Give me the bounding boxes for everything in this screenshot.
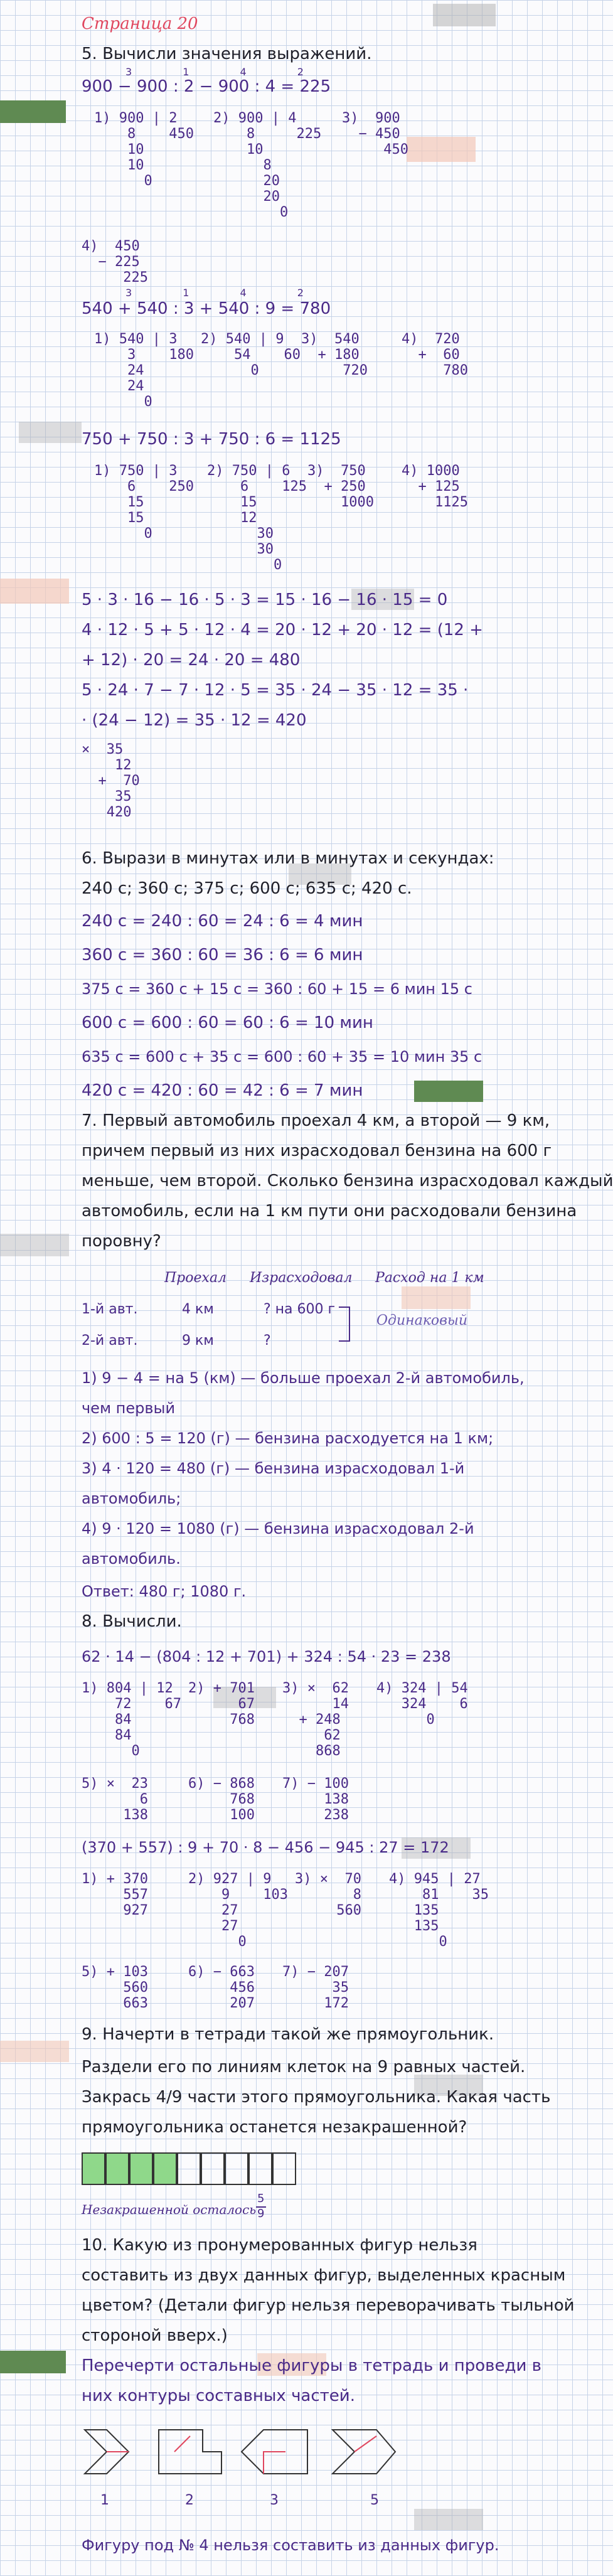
same-rate-label: Одинаковый [376, 1313, 468, 1328]
empty-cell [248, 2152, 272, 2185]
expression: 62 · 14 − (804 : 12 + 701) + 324 : 54 · 23 = 238 [82, 1648, 451, 1665]
table-cell: 1-й авт. [82, 1301, 138, 1317]
solution-line: 1) 9 − 4 = на 5 (км) — больше проехал 2-й автомобиль, [82, 1369, 525, 1387]
order-marks: 3 1 4 2 [125, 66, 328, 78]
task6-list: 240 с; 360 с; 375 с; 600 с; 635 с; 420 с. [82, 879, 412, 898]
watermark-badge [414, 2509, 483, 2530]
column-division: 2) 750 | 6 6 125 15 12 30 30 0 [207, 463, 307, 573]
column-subtraction: 4) 450 − 225 225 [82, 238, 148, 286]
fraction-numerator: 5 [257, 2192, 265, 2205]
table-header: Проехал [164, 1270, 227, 1286]
task9-text: Раздели его по линиям клеток на 9 равных частей. [82, 2058, 526, 2076]
conversion-line: 375 с = 360 с + 15 с = 360 : 60 + 15 = 6 мин 15 с [82, 980, 472, 998]
column-addition: 5) + 103 560 663 [82, 1964, 148, 2011]
expression: 750 + 750 : 3 + 750 : 6 = 1125 [82, 430, 341, 449]
table-cell: 9 км [182, 1333, 214, 1349]
task10-instruction: них контуры составных частей. [82, 2386, 355, 2405]
column-addition: 1) + 370 557 927 [82, 1871, 148, 1918]
column-division: 1) 804 | 12 72 67 84 84 0 [82, 1681, 181, 1759]
watermark-blob [407, 137, 476, 162]
expression-line: · (24 − 12) = 35 · 12 = 420 [82, 711, 307, 730]
figure-2 [156, 2424, 225, 2482]
conversion-line: 360 с = 360 : 60 = 36 : 6 = 6 мин [82, 946, 363, 965]
expression-line: 4 · 12 · 5 + 5 · 12 · 4 = 20 · 12 + 20 · 12 = (12 + [82, 621, 483, 639]
figure-1 [82, 2424, 151, 2482]
task9-text: прямоугольника останется незакрашенной? [82, 2118, 467, 2137]
column-addition: 2) + 701 67 768 [188, 1681, 255, 1728]
column-division: 1) 900 | 2 8 450 10 10 0 [94, 110, 194, 189]
column-subtraction: 7) − 100 138 238 [282, 1776, 349, 1823]
column-division: 1) 540 | 3 3 180 24 24 0 [94, 331, 194, 410]
filled-cell [129, 2152, 153, 2185]
solution-line: 2) 600 : 5 = 120 (г) — бензина расходуется на 1 км; [82, 1430, 494, 1447]
conversion-line: 240 с = 240 : 60 = 24 : 6 = 4 мин [82, 912, 363, 931]
watermark-badge [433, 4, 496, 26]
expression-line: + 12) · 20 = 24 · 20 = 480 [82, 651, 301, 670]
filled-cell [105, 2152, 129, 2185]
ad-stripe [0, 2351, 66, 2373]
solution-line: автомобиль. [82, 1550, 181, 1568]
watermark-blob [0, 579, 69, 604]
watermark-badge [19, 422, 82, 443]
figure-5 [329, 2424, 398, 2482]
expression-line: 5 · 24 · 7 − 7 · 12 · 5 = 35 · 24 − 35 · 12 = 35 · [82, 681, 469, 700]
column-subtraction: 3) 900 − 450 450 [342, 110, 408, 158]
fraction-denominator: 9 [257, 2207, 265, 2220]
watermark-badge [0, 1234, 69, 1256]
column-subtraction: 6) − 663 456 207 [188, 1964, 255, 2011]
rectangle-9-parts [82, 2152, 296, 2185]
task7-heading: меньше, чем второй. Сколько бензина израсходовал каждый [82, 1172, 613, 1190]
column-multiplication: × 35 12 + 70 35 420 [82, 742, 140, 820]
task7-heading: причем первый из них израсходовал бензина на 600 г [82, 1141, 552, 1160]
column-division: 4) 945 | 27 81 35 135 135 0 [389, 1871, 489, 1950]
ad-stripe [0, 100, 66, 123]
conversion-line: 635 с = 600 с + 35 с = 600 : 60 + 35 = 10 мин 35 с [82, 1048, 482, 1066]
column-multiplication: 3) × 70 8 560 [295, 1871, 361, 1918]
task8-heading: 8. Вычисли. [82, 1612, 182, 1631]
task10-heading: 10. Какую из пронумерованных фигур нельзя [82, 2236, 477, 2255]
task10-heading: цветом? (Детали фигур нельзя переворачивать тыльной [82, 2296, 575, 2315]
column-subtraction: 6) − 868 768 100 [188, 1776, 255, 1823]
task10-heading: стороной вверх.) [82, 2326, 228, 2345]
figure-3 [238, 2424, 314, 2482]
watermark-blob [402, 1286, 471, 1309]
filled-cell [82, 2152, 105, 2185]
figure-number: 5 [370, 2493, 379, 2508]
expression: 540 + 540 : 3 + 540 : 9 = 780 [82, 299, 331, 318]
column-multiplication: 3) × 62 14 + 248 62 868 [282, 1681, 349, 1759]
filled-cell [153, 2152, 177, 2185]
task7-heading: поровну? [82, 1232, 161, 1251]
figure-number: 1 [100, 2493, 109, 2508]
column-addition: 3) 540 + 180 720 [301, 331, 368, 378]
table-cell: 2-й авт. [82, 1333, 138, 1349]
task7-heading: автомобиль, если на 1 км пути они расходовали бензина [82, 1202, 577, 1221]
answer-label: Незакрашенной осталось [82, 2202, 257, 2217]
column-division: 2) 900 | 4 8 225 10 8 20 20 0 [213, 110, 322, 220]
task10-instruction: Перечерти остальные фигуры в тетрадь и проведи в [82, 2356, 541, 2375]
table-cell: ? на 600 г [264, 1301, 336, 1317]
column-multiplication: 5) × 23 6 138 [82, 1776, 148, 1823]
table-cell: ? [264, 1333, 271, 1349]
column-division: 2) 540 | 9 54 60 0 [201, 331, 301, 378]
figure-number: 3 [270, 2493, 279, 2508]
empty-cell [177, 2152, 201, 2185]
solution-line: 4) 9 · 120 = 1080 (г) — бензина израсходовал 2-й [82, 1520, 474, 1537]
answer: Ответ: 480 г; 1080 г. [82, 1583, 247, 1600]
task10-heading: составить из двух данных фигур, выделенных красным [82, 2266, 566, 2285]
conversion-line: 600 с = 600 : 60 = 60 : 6 = 10 мин [82, 1013, 373, 1032]
column-division: 4) 324 | 54 324 6 0 [376, 1681, 468, 1728]
column-division: 2) 927 | 9 9 103 27 27 0 [188, 1871, 288, 1950]
task7-heading: 7. Первый автомобиль проехал 4 км, а второй — 9 км, [82, 1111, 550, 1130]
bracket [339, 1307, 350, 1342]
column-subtraction: 7) − 207 35 172 [282, 1964, 349, 2011]
column-addition: 4) 1000 + 125 1125 [402, 463, 468, 510]
task6-heading: 6. Вырази в минутах или в минутах и секундах: [82, 849, 494, 868]
conversion-line: 420 с = 420 : 60 = 42 : 6 = 7 мин [82, 1081, 363, 1100]
table-header: Израсходовал [250, 1270, 353, 1286]
solution-line: автомобиль; [82, 1490, 181, 1507]
empty-cell [201, 2152, 225, 2185]
column-addition: 3) 750 + 250 1000 [307, 463, 374, 510]
table-header: Расход на 1 км [375, 1270, 484, 1286]
watermark-blob [0, 2041, 69, 2062]
page-title: Страница 20 [82, 14, 198, 33]
task10-answer: Фигуру под № 4 нельзя составить из данных фигур. [82, 2536, 499, 2554]
task9-text: Закрась 4/9 части этого прямоугольника. Какая часть [82, 2088, 551, 2107]
table-cell: 4 км [182, 1301, 214, 1317]
solution-line: 3) 4 · 120 = 480 (г) — бензина израсходовал 1-й [82, 1460, 465, 1477]
solution-line: чем первый [82, 1399, 176, 1417]
empty-cell [272, 2152, 296, 2185]
task5-heading: 5. Вычисли значения выражений. [82, 45, 372, 63]
expression: (370 + 557) : 9 + 70 · 8 − 456 − 945 : 27 = 172 [82, 1839, 449, 1856]
column-division: 1) 750 | 3 6 250 15 15 0 [94, 463, 194, 542]
empty-cell [225, 2152, 248, 2185]
figure-number: 2 [185, 2493, 194, 2508]
order-marks: 3 1 4 2 [125, 287, 328, 299]
expression: 900 − 900 : 2 − 900 : 4 = 225 [82, 77, 331, 96]
ad-stripe [414, 1081, 483, 1102]
column-addition: 4) 720 + 60 780 [402, 331, 468, 378]
expression-line: 5 · 3 · 16 − 16 · 5 · 3 = 15 · 16 − 16 · 15 = 0 [82, 591, 448, 609]
task9-heading: 9. Начерти в тетради такой же прямоугольник. [82, 2025, 494, 2044]
